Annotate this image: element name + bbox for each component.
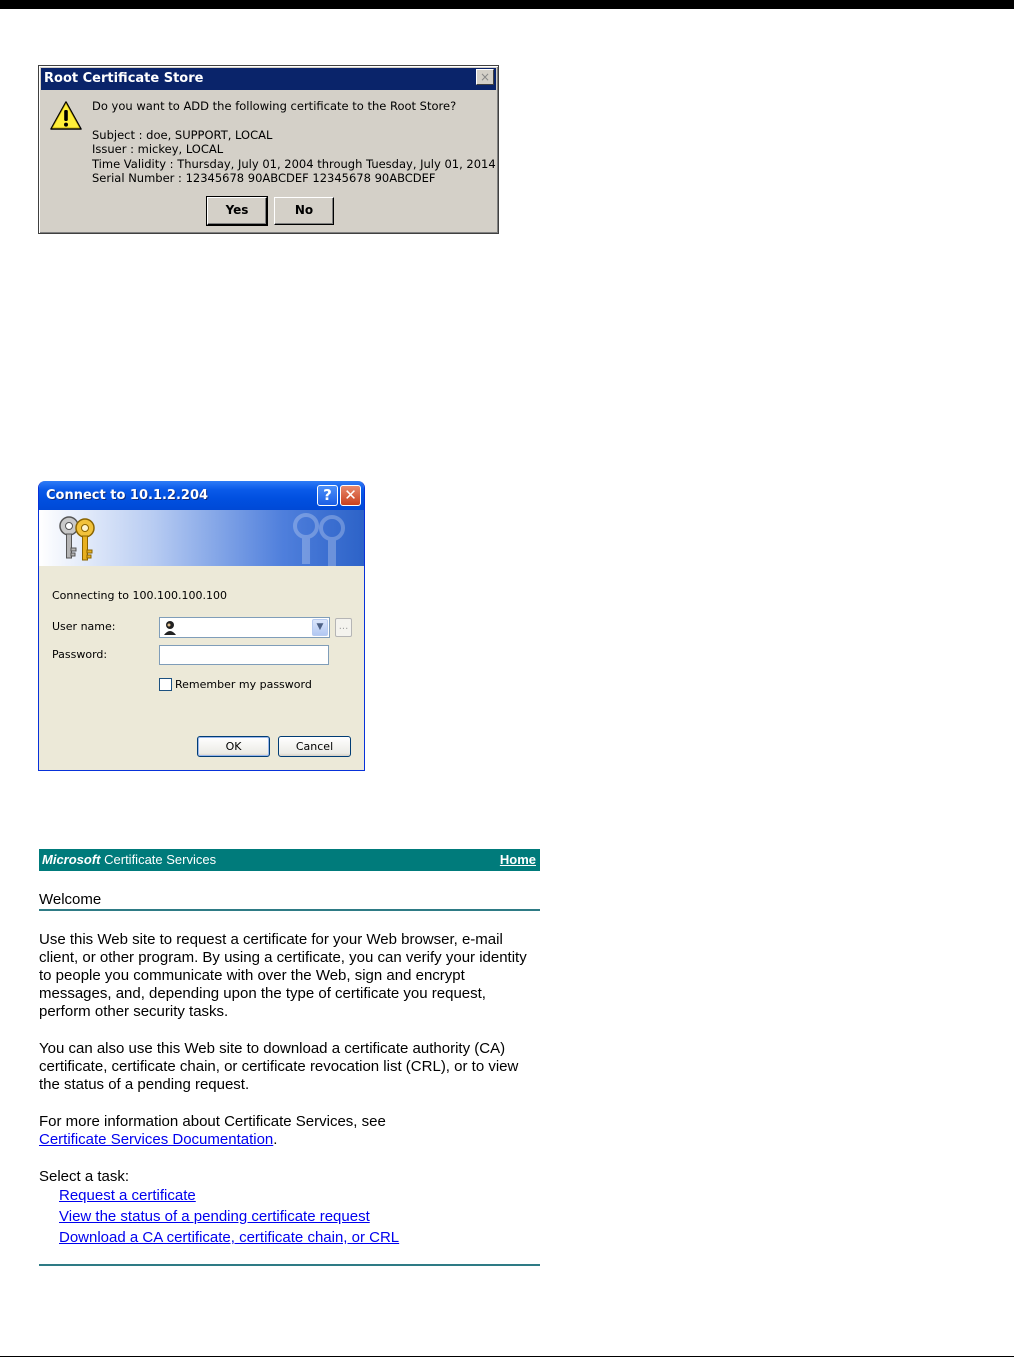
- certificate-validity: Time Validity : Thursday, July 01, 2004 through Tuesday, July 01, 2014: [92, 156, 496, 171]
- home-link[interactable]: Home: [499, 852, 536, 867]
- password-label: Password:: [52, 648, 108, 661]
- top-black-rule: [0, 0, 1014, 9]
- remember-password-label[interactable]: Remember my password: [175, 678, 312, 691]
- header-title: Certificate Services: [104, 852, 217, 867]
- bottom-rule: [0, 1356, 1014, 1357]
- password-field[interactable]: [159, 645, 329, 665]
- help-button[interactable]: ?: [317, 485, 338, 506]
- yes-button[interactable]: Yes: [207, 197, 267, 225]
- view-pending-request-link[interactable]: View the status of a pending certificate request: [59, 1208, 370, 1225]
- dialog-titlebar: [39, 481, 364, 510]
- dialog-banner: [39, 510, 364, 566]
- task-heading: Select a task:: [39, 1168, 130, 1185]
- user-icon: [163, 620, 177, 635]
- dialog-title: Root Certificate Store: [44, 71, 204, 86]
- chevron-down-icon[interactable]: ▼: [312, 619, 328, 636]
- more-info-paragraph: [39, 1113, 540, 1149]
- documentation-link[interactable]: Certificate Services Documentation: [39, 1131, 274, 1148]
- dialog-titlebar: [41, 68, 496, 90]
- dialog-message: [92, 99, 496, 186]
- cancel-button[interactable]: Cancel: [278, 736, 351, 757]
- certificate-issuer: Issuer : mickey, LOCAL: [92, 142, 224, 156]
- browse-button[interactable]: ...: [335, 618, 352, 637]
- download-paragraph: You can also use this Web site to download a certificate authority (CA) certificate, certificate chain, or certificate revocation list (CRL), or to view the status of a pending request.: [39, 1040, 519, 1093]
- close-button[interactable]: ×: [476, 69, 494, 85]
- page-title: Welcome: [39, 891, 102, 908]
- download-ca-certificate-link[interactable]: Download a CA certificate, certificate chain, or CRL: [59, 1229, 400, 1246]
- keys-icon: [55, 514, 101, 562]
- connecting-text: Connecting to 100.100.100.100: [52, 589, 228, 602]
- brand-name: Microsoft: [42, 852, 101, 867]
- no-button[interactable]: No: [274, 197, 334, 225]
- request-certificate-link[interactable]: Request a certificate: [59, 1187, 196, 1204]
- close-button[interactable]: ✕: [340, 485, 361, 506]
- user-name-label: User name:: [52, 620, 116, 633]
- intro-paragraph: Use this Web site to request a certificate for your Web browser, e-mail client, or other program. By using a certificate, you can verify your identity to people you communicate with over the Web, sign and encrypt messages, and, depending upon the type of certificate you request, perform other security tasks.: [39, 931, 527, 1020]
- root-certificate-store-dialog: [38, 65, 499, 234]
- certificate-subject: Subject : doe, SUPPORT, LOCAL: [92, 127, 273, 142]
- ok-button[interactable]: OK: [197, 736, 270, 757]
- confirm-question: Do you want to ADD the following certificate to the Root Store?: [92, 99, 457, 113]
- page-header-bar: [39, 849, 540, 871]
- title-divider: [39, 909, 540, 911]
- user-name-combobox[interactable]: [159, 617, 330, 638]
- certificate-serial: Serial Number : 12345678 90ABCDEF 12345678 90ABCDEF: [92, 171, 436, 185]
- warning-icon: [49, 100, 83, 132]
- documentation-suffix: .: [273, 1131, 278, 1148]
- remember-password-checkbox[interactable]: [159, 678, 172, 691]
- keys-watermark-icon: [284, 512, 354, 566]
- footer-divider: [39, 1264, 540, 1266]
- more-info-text: For more information about Certificate Services, see: [39, 1113, 386, 1130]
- dialog-title: Connect to 10.1.2.204: [46, 488, 209, 503]
- connect-dialog: [38, 481, 365, 771]
